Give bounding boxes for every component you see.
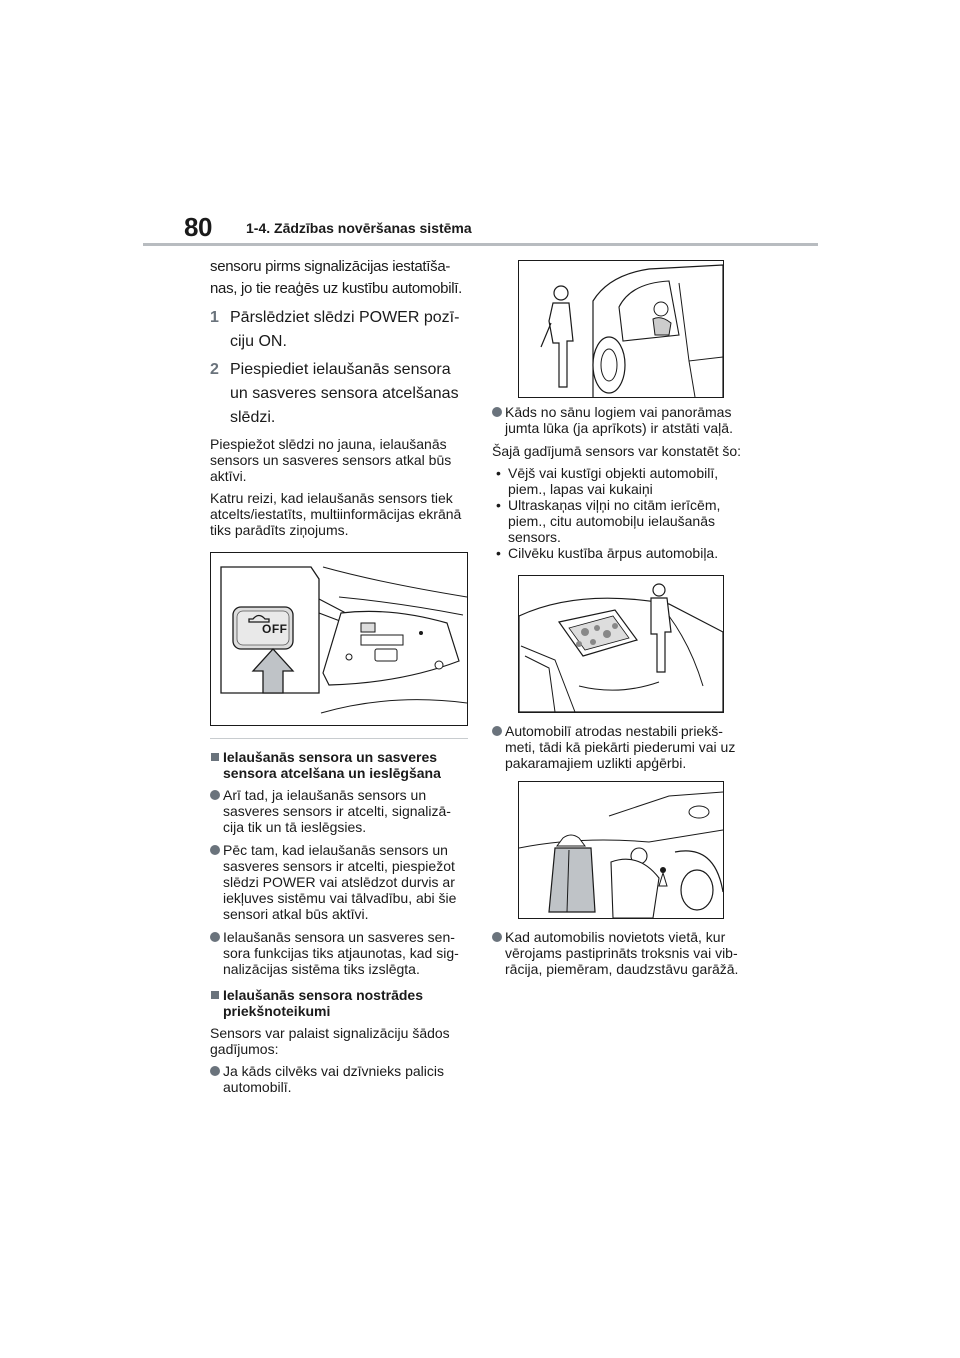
sub-bullet-item — [492, 497, 752, 545]
bullet-item — [210, 842, 468, 922]
bullet-item — [210, 1063, 468, 1095]
hanging-clothes-figure — [518, 781, 724, 919]
step-number: 1 — [210, 309, 219, 326]
circle-bullet-icon — [210, 932, 220, 942]
step-text: Pārslēdziet slēdzi POWER pozī-ciju ON. — [230, 309, 460, 350]
circle-bullet-icon — [210, 1066, 220, 1076]
heading-text: Ielaušanās sensora un sasveres sensora atcelšana un ieslēgšana — [223, 749, 441, 781]
bullet-item — [492, 723, 752, 771]
bullet-text: Kad automobilis novietots vietā, kur vērojams pastiprināts troksnis vai vib-rācija, piemēram, daudzstāvu garāžā. — [505, 929, 739, 977]
section-title: 1-4. Zādzības novēršanas sistēma — [246, 220, 472, 236]
note-text: Katru reizi, kad ielaušanās sensors tiek atcelts/iestatīts, multiinformācijas ekrānā tiks parādīts ziņojums. — [210, 490, 462, 538]
dot-bullet-icon: • — [496, 465, 501, 481]
open-window-figure — [518, 260, 724, 398]
car-open-window-illustration — [519, 261, 723, 397]
circle-bullet-icon — [210, 845, 220, 855]
circle-bullet-icon — [210, 790, 220, 800]
overhead-switch-figure — [210, 552, 468, 726]
body-text: Sensors var palaist signalizāciju šādos gadījumos: — [210, 1025, 450, 1057]
sub-bullet-text: Cilvēku kustība ārpus automobiļa. — [508, 545, 719, 561]
right-column — [492, 260, 752, 984]
bullet-text: Kāds no sānu logiem vai panorāmas jumta lūka (ja aprīkots) ir atstāti vaļā. — [505, 404, 733, 436]
dot-bullet-icon: • — [496, 497, 501, 513]
square-bullet-icon — [211, 991, 219, 999]
sub-bullet-text: Vējš vai kustīgi objekti automobilī, piem., lapas vai kukaiņi — [508, 465, 719, 497]
car-sunroof-illustration — [519, 576, 723, 712]
step-2 — [210, 358, 468, 430]
figure-divider — [210, 738, 468, 739]
square-bullet-icon — [211, 753, 219, 761]
sub-bullet-item — [492, 545, 752, 561]
bullet-text: Ielaušanās sensora un sasveres sen-sora funkcijas tiks atjaunotas, kad sig-nalizācijas sistēma tiks izslēgta. — [223, 929, 459, 977]
heading-preconditions — [210, 987, 468, 1019]
car-interior-illustration — [519, 782, 723, 918]
step-1 — [210, 306, 468, 354]
circle-bullet-icon — [492, 726, 502, 736]
intro-text: sensoru pirms signalizācijas iestatīša-nas, jo tie reaģēs uz kustību automobilī. — [210, 258, 463, 297]
bullet-item — [492, 929, 752, 977]
bullet-text: Pēc tam, kad ielaušanās sensors un sasveres sensors ir atcelti, piespiežot slēdzi POWER vai atslēdzot durvis ar iekļuves sistēmu vai tālvadību, abi šie sensori atkal būs aktīvi. — [223, 842, 457, 922]
bullet-item — [210, 787, 468, 835]
bullet-text: Automobilī atrodas nestabili priekš-meti, tādi kā piekārti piederumi vai uz pakaramajiem uzlikti apģērbi. — [505, 723, 736, 771]
sunroof-figure — [518, 575, 724, 713]
sub-bullet-item — [492, 465, 752, 497]
dot-bullet-icon: • — [496, 545, 501, 561]
step-number: 2 — [210, 361, 219, 378]
bullet-text: Ja kāds cilvēks vai dzīvnieks palicis automobilī. — [223, 1063, 444, 1095]
bullet-text: Arī tad, ja ielaušanās sensors un sasveres sensors ir atcelti, signalizā-cija tik un tā ieslēgsies. — [223, 787, 451, 835]
heading-text: Ielaušanās sensora nostrādes priekšnoteikumi — [223, 987, 423, 1019]
body-text: Šajā gadījumā sensors var konstatēt šo: — [492, 443, 742, 459]
page-number: 80 — [184, 212, 212, 242]
circle-bullet-icon — [492, 407, 502, 417]
bullet-item — [210, 929, 468, 977]
bullet-item — [492, 404, 752, 436]
heading-cancel-enable — [210, 749, 468, 781]
circle-bullet-icon — [492, 932, 502, 942]
header-rule — [143, 243, 818, 246]
left-column — [210, 256, 468, 1102]
overhead-console-illustration — [211, 553, 467, 725]
note-text: Piespiežot slēdzi no jauna, ielaušanās sensors un sasveres sensors atkal būs aktīvi. — [210, 436, 452, 484]
step-text: Piespiediet ielaušanās sensora un sasveres sensora atcelšanas slēdzi. — [230, 361, 459, 426]
sub-bullet-text: Ultraskaņas viļņi no citām ierīcēm, piem., citu automobiļu ielaušanās sensors. — [508, 497, 721, 545]
off-switch-label: OFF — [262, 622, 288, 636]
